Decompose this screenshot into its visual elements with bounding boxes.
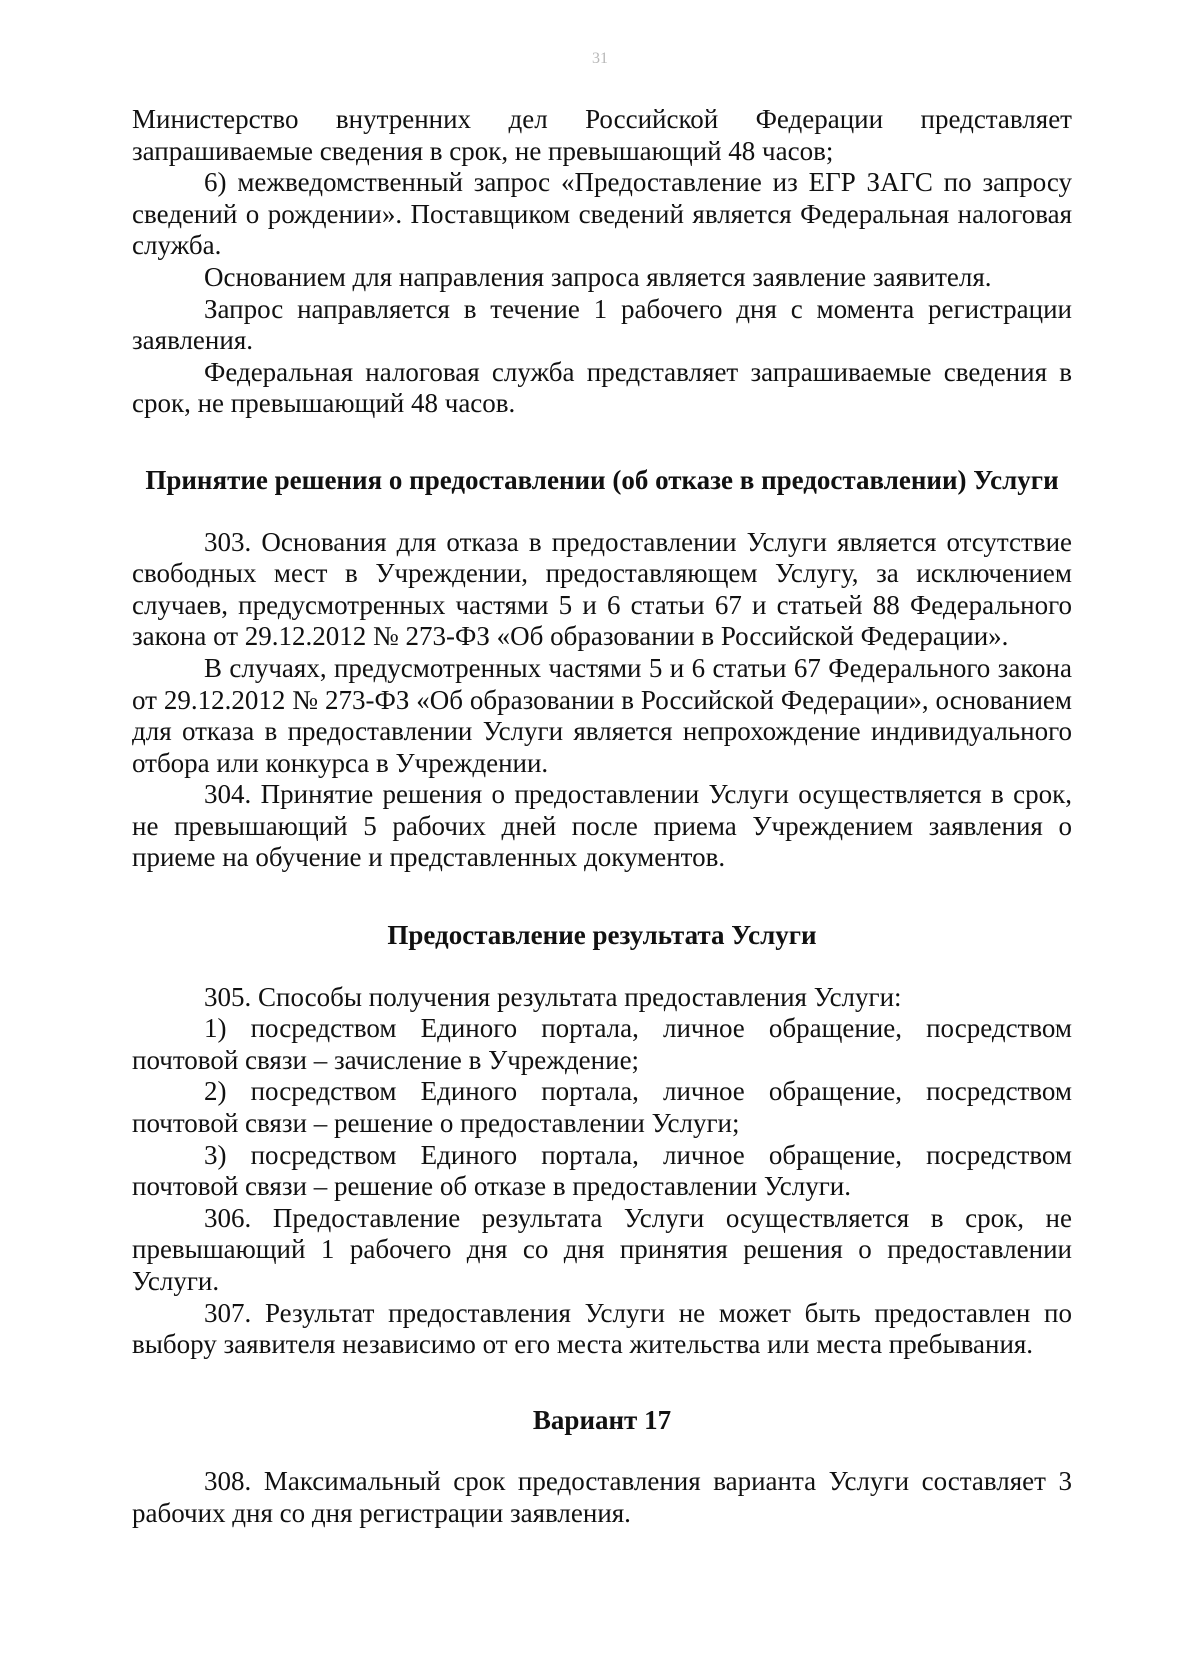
paragraph-305-item-2: 2) посредством Единого портала, личное обращение, посредством почтовой связи – решение о предоставлении Услуги; <box>132 1076 1072 1139</box>
paragraph-303-cases: В случаях, предусмотренных частями 5 и 6 статьи 67 Федерального закона от 29.12.2012 № 273-ФЗ «Об образовании в Российской Федерации», основанием для отказа в предоставлении Услуги является непрохождение индивидуального отбора или конкурса в Учреждении. <box>132 652 1072 778</box>
paragraph-request-6: 6) межведомственный запрос «Предоставление из ЕГР ЗАГС по запросу сведений о рождении». Поставщиком сведений является Федеральная налоговая служба. <box>132 167 1072 261</box>
paragraph-307: 307. Результат предоставления Услуги не может быть предоставлен по выбору заявителя независимо от его места жительства или места пребывания. <box>132 1297 1072 1360</box>
page-number: 31 <box>592 50 608 67</box>
paragraph-305: 305. Способы получения результата предоставления Услуги: <box>204 981 902 1012</box>
paragraph-305-item-1: 1) посредством Единого портала, личное обращение, посредством почтовой связи – зачисление в Учреждение; <box>132 1013 1072 1075</box>
document-body <box>132 104 1072 1530</box>
paragraph-306: 306. Предоставление результата Услуги осуществляется в срок, не превышающий 1 рабочего дня со дня принятия решения о предоставлении Услуги. <box>132 1202 1072 1296</box>
paragraph-mvd-continuation: Министерство внутренних дел Российской Федерации представляет запрашиваемые сведения в срок, не превышающий 48 часов; <box>132 104 1072 166</box>
paragraph-303: 303. Основания для отказа в предоставлении Услуги является отсутствие свободных мест в Учреждении, предоставляющем Услугу, за исключением случаев, предусмотренных частями 5 и 6 статьи 67 и статьей 88 Федерального закона от 29.12.2012 № 273-ФЗ «Об образовании в Российской Федерации». <box>132 526 1072 652</box>
paragraph-308: 308. Максимальный срок предоставления варианта Услуги составляет 3 рабочих дня со дня регистрации заявления. <box>132 1466 1072 1528</box>
section-heading-decision: Принятие решения о предоставлении (об отказе в предоставлении) Услуги <box>145 464 1059 495</box>
paragraph-request-timing: Запрос направляется в течение 1 рабочего дня с момента регистрации заявления. <box>132 293 1072 356</box>
paragraph-305-item-3: 3) посредством Единого портала, личное обращение, посредством почтовой связи – решение об отказе в предоставлении Услуги. <box>132 1139 1072 1202</box>
paragraph-request-basis: Основанием для направления запроса является заявление заявителя. <box>204 261 992 292</box>
paragraph-304: 304. Принятие решения о предоставлении Услуги осуществляется в срок, не превышающий 5 рабочих дней после приема Учреждением заявления о приеме на обучение и представленных документов. <box>132 779 1072 873</box>
section-heading-result: Предоставление результата Услуги <box>387 920 817 951</box>
paragraph-fns-response: Федеральная налоговая служба представляет запрашиваемые сведения в срок, не превышающий 48 часов. <box>132 356 1072 419</box>
section-heading-variant: Вариант 17 <box>532 1404 672 1435</box>
